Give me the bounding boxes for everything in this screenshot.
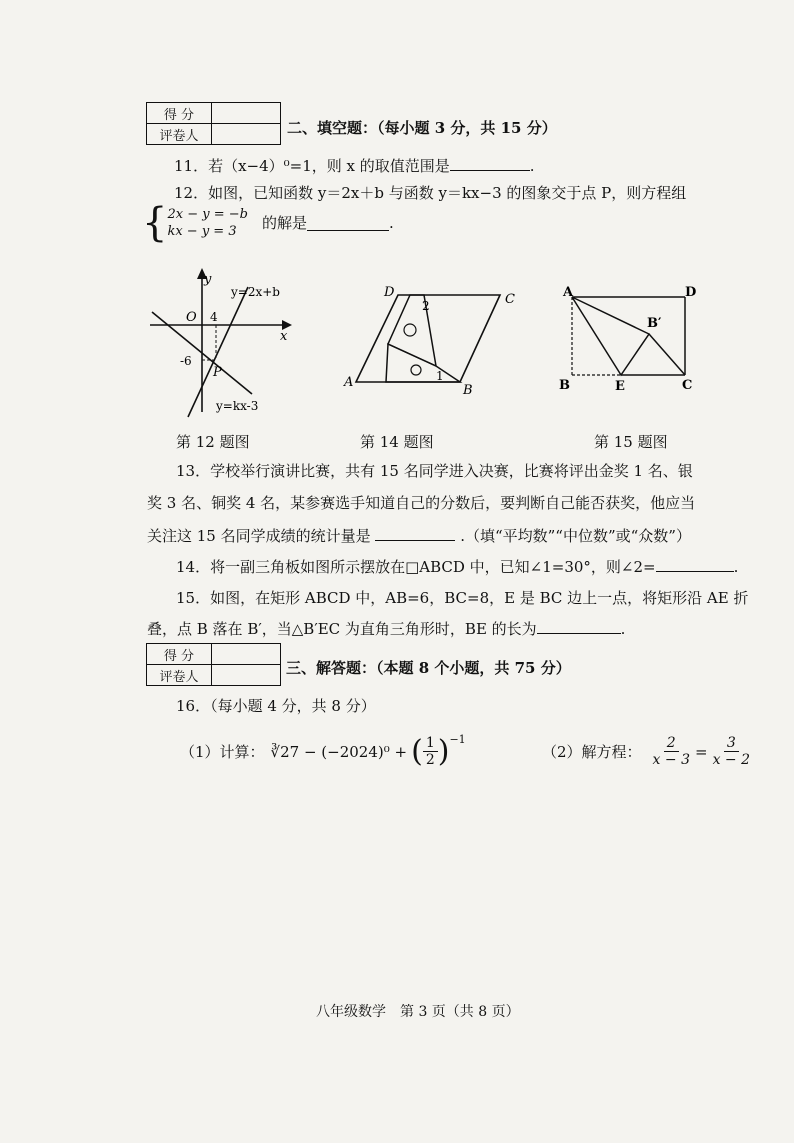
fig12-caption: 第 12 题图 [176, 433, 250, 451]
q14-end: . [733, 558, 739, 576]
q12-tail: 的解是 [261, 214, 307, 232]
fig12-line-2x-b [188, 287, 248, 417]
q16-part1 [180, 735, 466, 768]
q13-line3a: 关注这 15 名同学成绩的统计量是 [147, 527, 371, 545]
q15-line2-text: 叠，点 B 落在 B′，当△B′EC 为直角三角形时，BE 的长为 [147, 620, 537, 638]
fig12-label-neg6: -6 [180, 354, 192, 368]
score-value-cell [212, 644, 281, 665]
grader-label: 评卷人 [147, 665, 212, 686]
fig14-triangle-lower [386, 344, 460, 382]
q16-p2-den2: x − 2 [712, 752, 750, 768]
q16-p2-label: （2）解方程： [542, 743, 642, 761]
figure-12 [140, 262, 310, 422]
fig15-label-b: B [559, 378, 570, 393]
figure-14 [338, 282, 528, 397]
q16-p2-den1: x − 3 [652, 752, 690, 768]
question-11 [174, 156, 535, 175]
q13-line2: 奖 3 名、铜奖 4 名，某参赛选手知道自己的分数后，要判断自己能否获奖，他应当 [147, 494, 696, 512]
q16-paren-close: ) [437, 733, 450, 769]
q11-blank[interactable] [450, 156, 530, 171]
q16-p1-fraction [423, 735, 438, 768]
q16-p1-frac-den: 2 [425, 752, 435, 768]
fig15-label-c: C [682, 378, 693, 393]
section2-title: 二、填空题：（每小题 3 分，共 15 分） [287, 119, 557, 137]
page-footer: 八年级数学 第 3 页（共 8 页） [316, 1004, 520, 1020]
q16-p1-frac-num: 1 [423, 735, 438, 752]
q12-line1: 12．如图，已知函数 y＝2x＋b 与函数 y＝kx−3 的图象交于点 P，则方程组 [174, 184, 687, 202]
fig15-label-a: A [563, 285, 574, 300]
q16-p2-num1: 2 [664, 735, 679, 752]
q16-p1-expr: ∛27 − (−2024)⁰ + [270, 742, 408, 761]
q15-line2 [147, 619, 625, 638]
q13-line3b: .（填“平均数”“中位数”或“众数”） [460, 527, 691, 545]
score-label: 得 分 [147, 103, 212, 124]
fig12-label-4: 4 [210, 310, 218, 324]
fig14-label-a: A [344, 375, 354, 390]
q12-eq2: kx − y = 3 [167, 224, 237, 239]
fig14-hole-upper [404, 324, 416, 336]
score-box-section2 [146, 102, 281, 145]
fig12-label-y: y [204, 272, 212, 287]
question-14 [176, 557, 738, 576]
q16-p2-equals: = [694, 742, 708, 761]
q12-eq1: 2x − y = −b [167, 207, 248, 222]
q16-p1-exponent: −1 [449, 733, 466, 746]
fig14-hole-lower [411, 365, 421, 375]
fig12-label-line1: y=2x+b [231, 285, 280, 299]
grader-value-cell [212, 124, 281, 145]
fig15-caption: 第 15 题图 [594, 433, 668, 451]
fig12-label-p: P [213, 365, 222, 380]
q11-end: . [529, 157, 535, 175]
q12-equations [167, 206, 247, 240]
section3-title: 三、解答题：（本题 8 个小题，共 75 分） [286, 659, 571, 677]
q16-p2-num2: 3 [724, 735, 739, 752]
fig14-label-b: B [463, 383, 473, 397]
fig14-label-d: D [384, 285, 395, 300]
q16-part2 [542, 735, 753, 768]
q16-p1-label: （1）计算： [180, 743, 265, 761]
fig14-label-1: 1 [436, 369, 444, 383]
fig15-folded-triangle [572, 297, 649, 375]
fig15-label-bprime: B′ [647, 316, 662, 331]
q15-end: . [620, 620, 626, 638]
figure-15 [555, 280, 705, 395]
fig14-label-2: 2 [422, 299, 430, 313]
q13-blank[interactable] [375, 526, 455, 541]
fig15-label-d: D [685, 285, 697, 300]
score-label: 得 分 [147, 644, 212, 665]
q13-line1: 13．学校举行演讲比赛，共有 15 名同学进入决赛，比赛将评出金奖 1 名、银 [176, 462, 693, 480]
score-box-section3 [146, 643, 281, 686]
q16-head: 16．（每小题 4 分，共 8 分） [176, 697, 376, 715]
q12-blank[interactable] [307, 216, 389, 231]
q16-p2-fraction1 [650, 735, 693, 768]
grader-value-cell [212, 665, 281, 686]
q11-text: 11．若（x−4）⁰=1，则 x 的取值范围是 [174, 157, 450, 175]
fig15-label-e: E [615, 379, 625, 394]
q14-blank[interactable] [656, 557, 734, 572]
fig15-segment-bpc [649, 334, 685, 375]
fig14-caption: 第 14 题图 [360, 433, 434, 451]
q12-brace: { [142, 200, 168, 246]
q15-blank[interactable] [537, 619, 621, 634]
q16-paren-open: ( [411, 733, 423, 769]
fig12-label-x: x [280, 329, 288, 344]
grader-label: 评卷人 [147, 124, 212, 145]
fig12-label-line2: y=kx-3 [216, 399, 259, 413]
q14-text: 14．将一副三角板如图所示摆放在□ABCD 中，已知∠1=30°，则∠2= [176, 558, 656, 576]
q12-system [142, 200, 394, 246]
fig12-label-o: O [186, 310, 197, 325]
fig14-label-c: C [505, 292, 515, 307]
q15-line1: 15．如图，在矩形 ABCD 中，AB=6，BC=8，E 是 BC 边上一点，将矩形沿 AE 折 [176, 589, 749, 607]
score-value-cell [212, 103, 281, 124]
q12-end: . [388, 214, 394, 232]
q16-p2-fraction2 [710, 735, 753, 768]
q13-line3 [147, 526, 691, 545]
